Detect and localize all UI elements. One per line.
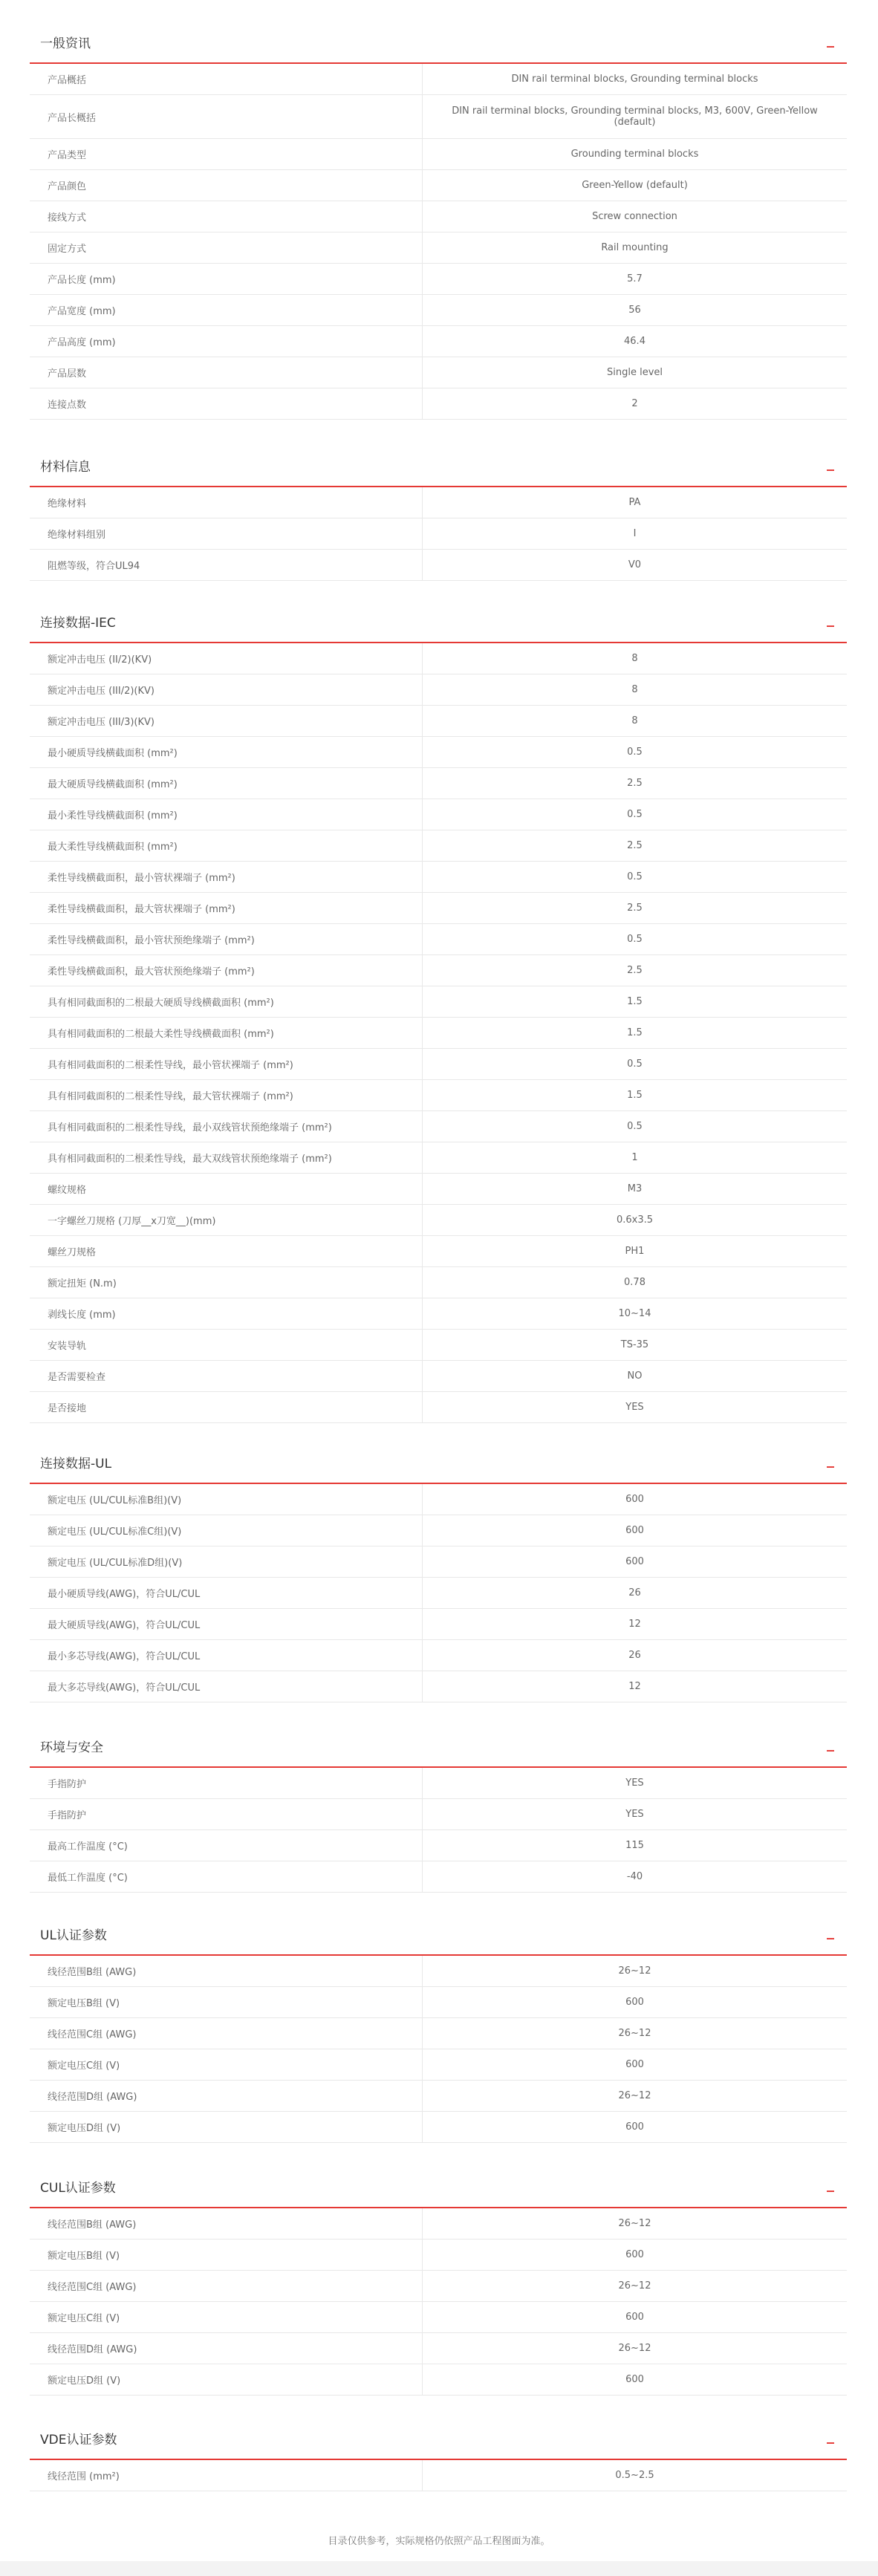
section-title: 连接数据-IEC	[40, 616, 116, 631]
spec-value: 0.5	[423, 862, 848, 893]
spec-table	[30, 1956, 847, 2143]
spec-row	[30, 1205, 847, 1236]
spec-table	[30, 2460, 847, 2491]
spec-row	[30, 1956, 847, 1987]
spec-row	[30, 2208, 847, 2240]
spec-value: 26~12	[423, 2018, 848, 2049]
spec-value: 600	[423, 1546, 848, 1578]
spec-value: 2.5	[423, 893, 848, 924]
spec-label: 连接点数	[30, 388, 423, 420]
spec-row	[30, 1671, 847, 1702]
spec-value: DIN rail terminal blocks, Grounding terminal blocks	[423, 64, 848, 95]
spec-table	[30, 487, 847, 581]
spec-label: 额定电压C组 (V)	[30, 2049, 423, 2081]
spec-value: 600	[423, 1484, 848, 1515]
spec-value: 0.5	[423, 1049, 848, 1080]
spec-label: 柔性导线横截面积，最小管状裸端子 (mm²)	[30, 862, 423, 893]
spec-row	[30, 295, 847, 326]
spec-label: 额定电压 (UL/CUL标准C组)(V)	[30, 1515, 423, 1546]
spec-row	[30, 1236, 847, 1267]
spec-row	[30, 1484, 847, 1515]
footer-bar	[0, 2561, 878, 2576]
spec-row	[30, 1080, 847, 1111]
spec-value: 0.5	[423, 924, 848, 955]
section-header[interactable]	[30, 21, 847, 64]
spec-label: 线径范围D组 (AWG)	[30, 2081, 423, 2112]
spec-value: V0	[423, 550, 848, 581]
spec-row	[30, 924, 847, 955]
spec-row	[30, 862, 847, 893]
spec-value: -40	[423, 1861, 848, 1893]
spec-row	[30, 139, 847, 170]
spec-row	[30, 1142, 847, 1174]
spec-row	[30, 1361, 847, 1392]
spec-value: 0.5	[423, 737, 848, 768]
spec-row	[30, 1111, 847, 1142]
spec-row	[30, 2364, 847, 2396]
spec-label: 最高工作温度 (°C)	[30, 1830, 423, 1861]
spec-label: 是否接地	[30, 1392, 423, 1423]
spec-row	[30, 1861, 847, 1893]
spec-value: 600	[423, 2112, 848, 2143]
spec-row	[30, 893, 847, 924]
spec-row	[30, 1640, 847, 1671]
spec-row	[30, 1768, 847, 1799]
spec-row	[30, 2333, 847, 2364]
spec-label: 额定电压 (UL/CUL标准D组)(V)	[30, 1546, 423, 1578]
spec-value: 26~12	[423, 2333, 848, 2364]
spec-value: 26	[423, 1640, 848, 1671]
spec-label: 额定电压B组 (V)	[30, 2240, 423, 2271]
spec-label: 产品长度 (mm)	[30, 264, 423, 295]
spec-value: Screw connection	[423, 201, 848, 232]
spec-value: YES	[423, 1799, 848, 1830]
collapse-icon[interactable]: _	[827, 1922, 834, 1939]
spec-label: 是否需要检查	[30, 1361, 423, 1392]
section-header[interactable]	[30, 1441, 847, 1484]
spec-row	[30, 1799, 847, 1830]
spec-label: 固定方式	[30, 232, 423, 264]
spec-value: 2.5	[423, 768, 848, 799]
spec-label: 额定冲击电压 (III/3)(KV)	[30, 706, 423, 737]
spec-label: 一字螺丝刀规格 (刀厚__x刀宽__)(mm)	[30, 1205, 423, 1236]
spec-value: 26~12	[423, 1956, 848, 1987]
spec-value: 1.5	[423, 1018, 848, 1049]
spec-section	[30, 21, 847, 420]
spec-row	[30, 2049, 847, 2081]
spec-label: 绝缘材料组别	[30, 518, 423, 550]
spec-row	[30, 1174, 847, 1205]
spec-value: 600	[423, 2240, 848, 2271]
spec-value: 1	[423, 1142, 848, 1174]
section-header[interactable]	[30, 444, 847, 487]
spec-row	[30, 1018, 847, 1049]
spec-row	[30, 1609, 847, 1640]
spec-label: 柔性导线横截面积，最大管状预绝缘端子 (mm²)	[30, 955, 423, 986]
section-header[interactable]	[30, 2165, 847, 2208]
spec-row	[30, 674, 847, 706]
section-title: 材料信息	[40, 460, 91, 475]
collapse-icon[interactable]: _	[827, 30, 834, 48]
spec-row	[30, 1987, 847, 2018]
spec-row	[30, 706, 847, 737]
spec-label: 最小硬质导线(AWG)，符合UL/CUL	[30, 1578, 423, 1609]
spec-row	[30, 2271, 847, 2302]
spec-value: PH1	[423, 1236, 848, 1267]
spec-row	[30, 550, 847, 581]
spec-label: 线径范围 (mm²)	[30, 2460, 423, 2491]
spec-row	[30, 170, 847, 201]
spec-label: 额定冲击电压 (II/2)(KV)	[30, 643, 423, 674]
spec-row	[30, 232, 847, 264]
spec-label: 具有相同截面积的二根柔性导线，最小双线管状预绝缘端子 (mm²)	[30, 1111, 423, 1142]
spec-row	[30, 2240, 847, 2271]
spec-value: 8	[423, 706, 848, 737]
spec-label: 具有相同截面积的二根最大柔性导线横截面积 (mm²)	[30, 1018, 423, 1049]
spec-row	[30, 1049, 847, 1080]
spec-section	[30, 2165, 847, 2396]
spec-value: 0.5	[423, 1111, 848, 1142]
spec-label: 柔性导线横截面积，最小管状预绝缘端子 (mm²)	[30, 924, 423, 955]
spec-row	[30, 357, 847, 388]
spec-value: 10~14	[423, 1298, 848, 1330]
spec-value: 56	[423, 295, 848, 326]
spec-row	[30, 2112, 847, 2143]
spec-label: 产品高度 (mm)	[30, 326, 423, 357]
spec-label: 最大硬质导线横截面积 (mm²)	[30, 768, 423, 799]
spec-value: 8	[423, 643, 848, 674]
spec-row	[30, 643, 847, 674]
collapse-icon[interactable]: _	[827, 453, 834, 471]
collapse-icon[interactable]: _	[827, 1734, 834, 1752]
spec-row	[30, 799, 847, 830]
spec-label: 最大柔性导线横截面积 (mm²)	[30, 830, 423, 862]
spec-label: 最小多芯导线(AWG)，符合UL/CUL	[30, 1640, 423, 1671]
spec-section	[30, 1913, 847, 2143]
spec-label: 产品概括	[30, 64, 423, 95]
spec-table	[30, 2208, 847, 2396]
footer-note: 目录仅供参考，实际规格仍依照产品工程图面为准。	[328, 2536, 550, 2547]
spec-value: 1.5	[423, 1080, 848, 1111]
spec-value: 0.6x3.5	[423, 1205, 848, 1236]
spec-table	[30, 64, 847, 420]
spec-section	[30, 444, 847, 581]
collapse-icon[interactable]: _	[827, 609, 834, 627]
spec-label: 手指防护	[30, 1768, 423, 1799]
spec-section	[30, 2417, 847, 2491]
spec-value: YES	[423, 1768, 848, 1799]
spec-label: 柔性导线横截面积，最大管状裸端子 (mm²)	[30, 893, 423, 924]
spec-label: 具有相同截面积的二根柔性导线，最大双线管状预绝缘端子 (mm²)	[30, 1142, 423, 1174]
spec-value: 0.5	[423, 799, 848, 830]
spec-label: 额定电压D组 (V)	[30, 2112, 423, 2143]
spec-row	[30, 1546, 847, 1578]
spec-value: YES	[423, 1392, 848, 1423]
spec-value: 1.5	[423, 986, 848, 1018]
spec-value: Green-Yellow (default)	[423, 170, 848, 201]
spec-row	[30, 768, 847, 799]
spec-label: 线径范围B组 (AWG)	[30, 2208, 423, 2240]
spec-row	[30, 2302, 847, 2333]
spec-label: 产品长概括	[30, 95, 423, 139]
spec-value: 26	[423, 1578, 848, 1609]
spec-value: 26~12	[423, 2208, 848, 2240]
spec-value: NO	[423, 1361, 848, 1392]
spec-label: 阻燃等级，符合UL94	[30, 550, 423, 581]
spec-table	[30, 1768, 847, 1893]
spec-value: TS-35	[423, 1330, 848, 1361]
spec-value: 2.5	[423, 955, 848, 986]
spec-label: 线径范围C组 (AWG)	[30, 2271, 423, 2302]
section-title: VDE认证参数	[40, 2433, 117, 2447]
spec-value: 0.5~2.5	[423, 2460, 848, 2491]
spec-table	[30, 643, 847, 1423]
spec-row	[30, 986, 847, 1018]
spec-section	[30, 1441, 847, 1702]
spec-row	[30, 388, 847, 420]
spec-value: 600	[423, 2364, 848, 2396]
spec-value: 600	[423, 1515, 848, 1546]
spec-label: 额定冲击电压 (III/2)(KV)	[30, 674, 423, 706]
spec-label: 具有相同截面积的二根柔性导线，最大管状裸端子 (mm²)	[30, 1080, 423, 1111]
spec-row	[30, 518, 847, 550]
spec-row	[30, 264, 847, 295]
spec-label: 最大多芯导线(AWG)，符合UL/CUL	[30, 1671, 423, 1702]
spec-value: 12	[423, 1671, 848, 1702]
collapse-icon[interactable]: _	[827, 1450, 834, 1468]
spec-label: 额定电压B组 (V)	[30, 1987, 423, 2018]
spec-row	[30, 201, 847, 232]
spec-value: 600	[423, 2302, 848, 2333]
spec-label: 最大硬质导线(AWG)，符合UL/CUL	[30, 1609, 423, 1640]
spec-value: I	[423, 518, 848, 550]
spec-label: 额定扭矩 (N.m)	[30, 1267, 423, 1298]
spec-label: 产品类型	[30, 139, 423, 170]
spec-label: 额定电压C组 (V)	[30, 2302, 423, 2333]
section-header[interactable]	[30, 1725, 847, 1768]
spec-value: 8	[423, 674, 848, 706]
spec-label: 产品颜色	[30, 170, 423, 201]
spec-row	[30, 2460, 847, 2491]
spec-label: 额定电压D组 (V)	[30, 2364, 423, 2396]
spec-value: 26~12	[423, 2271, 848, 2302]
spec-label: 线径范围D组 (AWG)	[30, 2333, 423, 2364]
section-title: UL认证参数	[40, 1928, 107, 1943]
spec-table	[30, 1484, 847, 1702]
section-header[interactable]	[30, 1913, 847, 1956]
spec-value: 600	[423, 1987, 848, 2018]
spec-value: DIN rail terminal blocks, Grounding terminal blocks, M3, 600V, Green-Yellow (default)	[423, 95, 848, 139]
spec-label: 产品层数	[30, 357, 423, 388]
section-title: 一般资讯	[40, 36, 91, 51]
spec-value: 26~12	[423, 2081, 848, 2112]
section-title: 环境与安全	[40, 1740, 103, 1755]
spec-row	[30, 64, 847, 95]
spec-label: 线径范围C组 (AWG)	[30, 2018, 423, 2049]
spec-label: 最小硬质导线横截面积 (mm²)	[30, 737, 423, 768]
spec-value: PA	[423, 487, 848, 518]
spec-label: 手指防护	[30, 1799, 423, 1830]
spec-value: 46.4	[423, 326, 848, 357]
spec-value: Single level	[423, 357, 848, 388]
spec-value: 2	[423, 388, 848, 420]
spec-label: 产品宽度 (mm)	[30, 295, 423, 326]
spec-row	[30, 737, 847, 768]
spec-label: 剥线长度 (mm)	[30, 1298, 423, 1330]
spec-label: 螺纹规格	[30, 1174, 423, 1205]
spec-section	[30, 1725, 847, 1893]
spec-row	[30, 487, 847, 518]
spec-label: 最小柔性导线横截面积 (mm²)	[30, 799, 423, 830]
spec-row	[30, 1267, 847, 1298]
section-header[interactable]	[30, 2417, 847, 2460]
spec-row	[30, 1515, 847, 1546]
section-title: 连接数据-UL	[40, 1457, 112, 1471]
spec-row	[30, 2018, 847, 2049]
spec-value: M3	[423, 1174, 848, 1205]
spec-value: 0.78	[423, 1267, 848, 1298]
spec-label: 额定电压 (UL/CUL标准B组)(V)	[30, 1484, 423, 1515]
collapse-icon[interactable]: _	[827, 2174, 834, 2192]
spec-row	[30, 1330, 847, 1361]
spec-row	[30, 830, 847, 862]
spec-label: 最低工作温度 (°C)	[30, 1861, 423, 1893]
spec-value: 600	[423, 2049, 848, 2081]
spec-row	[30, 955, 847, 986]
spec-label: 具有相同截面积的二根柔性导线，最小管状裸端子 (mm²)	[30, 1049, 423, 1080]
spec-label: 绝缘材料	[30, 487, 423, 518]
spec-label: 线径范围B组 (AWG)	[30, 1956, 423, 1987]
section-header[interactable]	[30, 600, 847, 643]
spec-row	[30, 1298, 847, 1330]
spec-value: 5.7	[423, 264, 848, 295]
spec-label: 螺丝刀规格	[30, 1236, 423, 1267]
spec-value: Rail mounting	[423, 232, 848, 264]
spec-row	[30, 1830, 847, 1861]
spec-row	[30, 2081, 847, 2112]
spec-label: 具有相同截面积的二根最大硬质导线横截面积 (mm²)	[30, 986, 423, 1018]
spec-value: Grounding terminal blocks	[423, 139, 848, 170]
spec-row	[30, 1578, 847, 1609]
collapse-icon[interactable]: _	[827, 2426, 834, 2444]
spec-row	[30, 95, 847, 139]
spec-label: 接线方式	[30, 201, 423, 232]
section-title: CUL认证参数	[40, 2181, 116, 2196]
spec-row	[30, 326, 847, 357]
spec-section	[30, 600, 847, 1423]
spec-value: 12	[423, 1609, 848, 1640]
spec-row	[30, 1392, 847, 1423]
spec-value: 115	[423, 1830, 848, 1861]
spec-value: 2.5	[423, 830, 848, 862]
spec-label: 安装导轨	[30, 1330, 423, 1361]
